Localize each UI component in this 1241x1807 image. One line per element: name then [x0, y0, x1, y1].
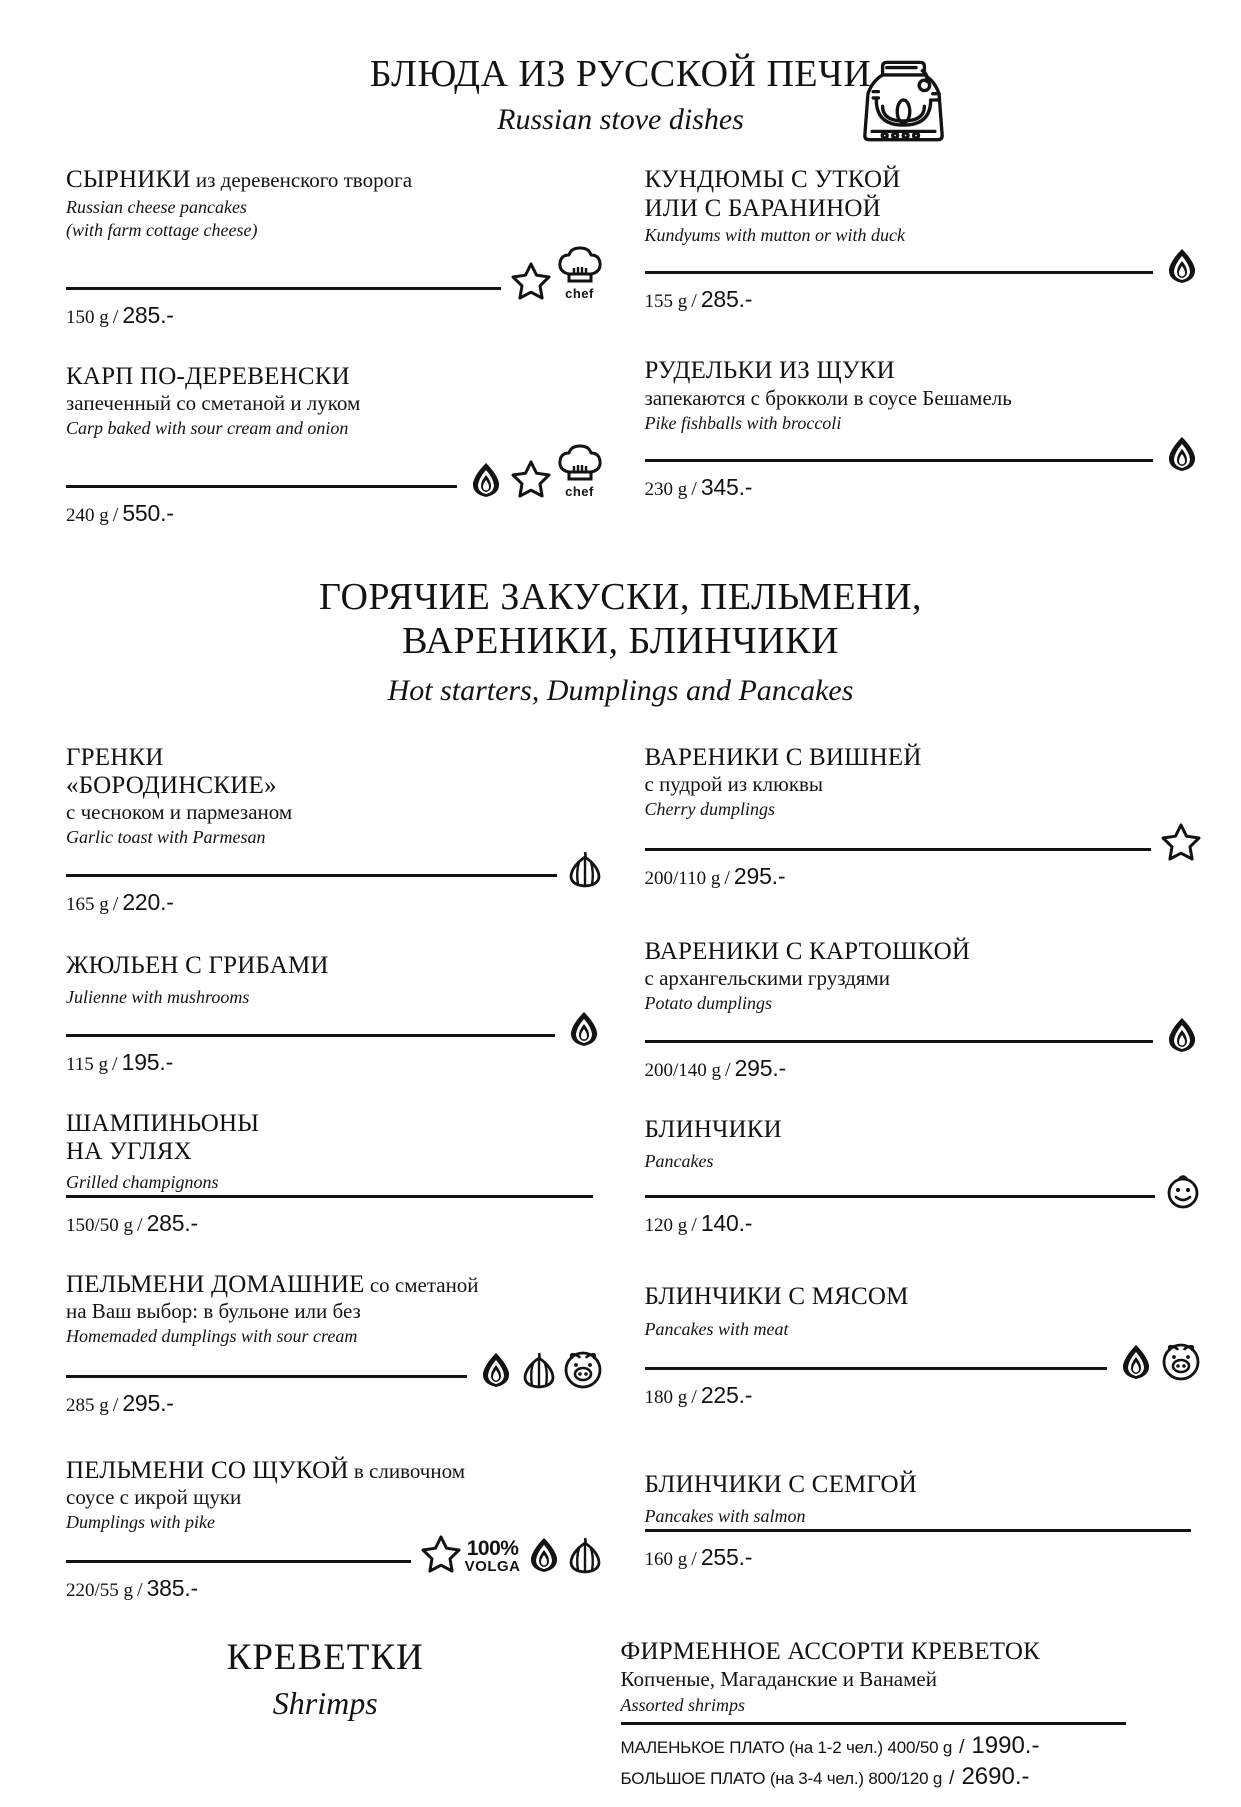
item-title-tail: в сливочном: [349, 1459, 465, 1483]
price-separator: /: [133, 1579, 147, 1601]
item-price: 220.-: [122, 889, 173, 915]
menu-item-vareniki-cherry[interactable]: [645, 744, 1202, 890]
star-icon: [1161, 822, 1201, 862]
platter-option-large[interactable]: [621, 1763, 1127, 1791]
section-1-right-column: [621, 166, 1241, 532]
platter-option-label: МАЛЕНЬКОЕ ПЛАТО (на 1-2 чел.) 400/50 g: [621, 1738, 953, 1758]
item-price-row: [645, 863, 1202, 890]
menu-item-kundyumy[interactable]: [645, 166, 1202, 313]
item-grams: 230 g: [645, 479, 688, 500]
volga-percent-label: 100%: [467, 1538, 519, 1559]
section-header-hot-starters: [0, 575, 1241, 710]
onion-icon: [1163, 435, 1201, 473]
item-subtitle-ru: с архангельскими груздями: [645, 966, 1202, 991]
item-price-row: [66, 889, 603, 916]
menu-item-pelmeni-domashnie[interactable]: [66, 1271, 603, 1417]
item-price: 255.-: [701, 1544, 752, 1570]
item-title-en: Garlic toast with Parmesan: [66, 826, 603, 849]
section-title-en: Russian stove dishes: [0, 101, 1241, 139]
menu-item-grenki[interactable]: [66, 744, 603, 916]
item-rule-row: [66, 243, 603, 297]
item-price: 550.-: [122, 500, 173, 526]
price-separator: /: [952, 1737, 971, 1759]
shrimps-title-ru: КРЕВЕТКИ: [90, 1638, 561, 1679]
onion-icon: [525, 1536, 563, 1574]
item-grams: 115 g: [66, 1054, 108, 1075]
item-rule-row: [66, 850, 603, 884]
item-subtitle-ru: соусе с икрой щуки: [66, 1485, 603, 1510]
volga-100-icon: [465, 1538, 521, 1574]
shrimps-title-en: Shrimps: [90, 1685, 561, 1722]
rule-line: [66, 287, 501, 290]
onion-icon: [467, 461, 505, 499]
item-price-row: [645, 474, 1202, 501]
item-rule-row: [66, 441, 603, 495]
rule-line: [66, 1034, 555, 1037]
item-rule-row: [645, 1016, 1202, 1050]
item-title-tail: со сметаной: [365, 1273, 479, 1297]
item-rule-row: [645, 1341, 1202, 1377]
item-grams: 285 g: [66, 1395, 109, 1416]
item-price-row: [66, 1210, 603, 1237]
item-grams: 120 g: [645, 1215, 688, 1236]
menu-item-syrniki[interactable]: [66, 166, 603, 328]
price-separator: /: [109, 1394, 123, 1416]
item-title: [66, 1271, 603, 1299]
item-grams: 240 g: [66, 505, 109, 526]
item-title-en: Pancakes with salmon: [645, 1505, 1202, 1528]
item-rule-row: [66, 1195, 603, 1205]
item-price-row: [66, 1049, 603, 1076]
chef-hat-icon: [557, 243, 603, 301]
onion-icon: [1163, 247, 1201, 285]
item-icons: [1153, 247, 1201, 285]
item-price-row: [66, 500, 603, 527]
item-icons: [467, 1349, 603, 1389]
item-title-en-2: (with farm cottage cheese): [66, 219, 603, 242]
menu-item-pancakes[interactable]: [645, 1116, 1202, 1238]
item-price: 195.-: [122, 1049, 173, 1075]
garlic-icon: [567, 850, 603, 888]
item-rule-row: [645, 822, 1202, 858]
shrimps-left-column: [0, 1638, 621, 1791]
item-price: 295.-: [734, 863, 785, 889]
chef-label: chef: [565, 484, 594, 499]
star-icon: [421, 1534, 461, 1574]
rule-line: [645, 1529, 1192, 1532]
rule-line: [645, 459, 1154, 462]
rule-line: [66, 1560, 411, 1563]
rule-line: [66, 1195, 593, 1198]
item-title: ВАРЕНИКИ С ВИШНЕЙ: [645, 744, 1202, 772]
platter-subtitle-ru: Копченые, Магаданские и Ванамей: [621, 1667, 1127, 1692]
menu-item-vareniki-potato[interactable]: [645, 938, 1202, 1082]
price-separator: /: [721, 1059, 735, 1081]
item-subtitle-ru: запеченный со сметаной и луком: [66, 391, 603, 416]
item-title-tail: из деревенского творога: [191, 168, 412, 192]
item-title-en: Dumplings with pike: [66, 1511, 603, 1534]
item-title-en: Pike fishballs with broccoli: [645, 412, 1202, 435]
item-price-row: [645, 1210, 1202, 1237]
item-title: [66, 1457, 603, 1485]
menu-item-champignons[interactable]: [66, 1110, 603, 1237]
item-rule-row: [645, 1529, 1202, 1539]
platter-option-small[interactable]: [621, 1732, 1127, 1760]
item-price-row: [66, 302, 603, 329]
item-rule-row: [645, 1173, 1202, 1205]
item-icons: [411, 1534, 603, 1574]
item-title-en: Russian cheese pancakes: [66, 196, 603, 219]
item-price: 295.-: [122, 1390, 173, 1416]
item-title: [66, 166, 603, 194]
menu-item-pancakes-meat[interactable]: [645, 1283, 1202, 1409]
item-title-main: ПЕЛЬМЕНИ ДОМАШНИЕ: [66, 1271, 365, 1298]
item-title-en: Potato dumplings: [645, 992, 1202, 1015]
item-price: 225.-: [701, 1382, 752, 1408]
garlic-icon: [567, 1536, 603, 1574]
platter-title-en: Assorted shrimps: [621, 1695, 1127, 1716]
price-separator: /: [687, 1548, 701, 1570]
platter-option-price: 1990.-: [971, 1732, 1039, 1760]
item-title: КУНДЮМЫ С УТКОЙ: [645, 166, 1202, 194]
item-grams: 150 g: [66, 307, 109, 328]
item-price: 285.-: [122, 302, 173, 328]
section-title-ru: БЛЮДА ИЗ РУССКОЙ ПЕЧИ: [0, 52, 1241, 97]
item-title-en: Kundyums with mutton or with duck: [645, 224, 1202, 247]
item-title-en: Homemaded dumplings with sour cream: [66, 1325, 603, 1348]
onion-icon: [565, 1010, 603, 1048]
onion-icon: [1117, 1343, 1155, 1381]
rule-line: [66, 485, 457, 488]
item-title-en: Carp baked with sour cream and onion: [66, 417, 603, 440]
item-price: 385.-: [147, 1575, 198, 1601]
item-price: 140.-: [701, 1210, 752, 1236]
menu-item-pancakes-salmon[interactable]: [645, 1471, 1202, 1571]
item-icons: [457, 441, 603, 499]
rule-line: [645, 1195, 1156, 1198]
item-rule-row: [66, 1534, 603, 1570]
chef-label: chef: [565, 286, 594, 301]
section-title-ru-line1: ГОРЯЧИЕ ЗАКУСКИ, ПЕЛЬМЕНИ,: [0, 575, 1241, 620]
item-price-row: [66, 1390, 603, 1417]
smiley-icon: [1165, 1173, 1201, 1209]
price-separator: /: [687, 1386, 701, 1408]
item-rule-row: [645, 435, 1202, 469]
item-title: ВАРЕНИКИ С КАРТОШКОЙ: [645, 938, 1202, 966]
item-price: 295.-: [735, 1055, 786, 1081]
item-title: БЛИНЧИКИ С СЕМГОЙ: [645, 1471, 1202, 1499]
rule-line: [645, 271, 1154, 274]
rule-line: [66, 1375, 467, 1378]
menu-item-julienne[interactable]: [66, 952, 603, 1076]
item-price: 345.-: [701, 474, 752, 500]
item-title: ШАМПИНЬОНЫ: [66, 1110, 603, 1138]
rule-line: [645, 848, 1152, 851]
section-2-columns: [0, 744, 1241, 1609]
item-price: 285.-: [701, 286, 752, 312]
item-rule-row: [66, 1010, 603, 1044]
rule-line: [66, 874, 557, 877]
item-subtitle-ru: запекаются с брокколи в соусе Бешамель: [645, 386, 1202, 411]
item-price-row: [645, 286, 1202, 313]
item-grams: 200/140 g: [645, 1060, 722, 1081]
rule-line: [645, 1367, 1108, 1370]
price-separator: /: [942, 1768, 961, 1790]
item-icons: [1153, 435, 1201, 473]
item-price-row: [645, 1055, 1202, 1082]
item-rule-row: [645, 247, 1202, 281]
platter-option-price: 2690.-: [961, 1763, 1029, 1791]
platter-rule-line: [621, 1722, 1127, 1725]
item-grams: 165 g: [66, 894, 109, 915]
price-separator: /: [109, 504, 123, 526]
rule-line: [645, 1040, 1154, 1043]
russian-stove-icon: [851, 54, 956, 146]
section-title-en: Hot starters, Dumplings and Pancakes: [0, 672, 1241, 710]
section-title-ru-line2: ВАРЕНИКИ, БЛИНЧИКИ: [0, 619, 1241, 664]
item-title: БЛИНЧИКИ С МЯСОМ: [645, 1283, 1202, 1311]
item-title-en: Grilled champignons: [66, 1171, 603, 1194]
item-price-row: [645, 1544, 1202, 1571]
shrimps-right-column: [621, 1638, 1241, 1791]
price-separator: /: [133, 1214, 147, 1236]
item-icons: [1153, 1016, 1201, 1054]
item-title-en: Julienne with mushrooms: [66, 986, 603, 1009]
price-separator: /: [108, 1053, 122, 1075]
onion-icon: [1163, 1016, 1201, 1054]
item-subtitle-ru: с чесноком и пармезаном: [66, 800, 603, 825]
item-title-line2: ИЛИ С БАРАНИНОЙ: [645, 195, 1202, 223]
menu-item-rudelki[interactable]: [645, 357, 1202, 501]
garlic-icon: [521, 1351, 557, 1389]
section-1-left-column: [0, 166, 621, 532]
item-title: КАРП ПО-ДЕРЕВЕНСКИ: [66, 363, 603, 391]
item-price-row: [645, 1382, 1202, 1409]
item-title-line2: «БОРОДИНСКИЕ»: [66, 772, 603, 800]
item-title-en: Pancakes with meat: [645, 1318, 1202, 1341]
item-price: 285.-: [147, 1210, 198, 1236]
item-icons: [1151, 822, 1201, 862]
volga-label: VOLGA: [465, 1559, 521, 1574]
item-title: РУДЕЛЬКИ ИЗ ЩУКИ: [645, 357, 1202, 385]
item-icons: [557, 850, 603, 888]
item-icons: [1155, 1173, 1201, 1209]
item-grams: 155 g: [645, 291, 688, 312]
section-header-russian-stove: [0, 52, 1241, 138]
menu-item-karp[interactable]: [66, 363, 603, 527]
item-icons: [555, 1010, 603, 1048]
item-title-main: ПЕЛЬМЕНИ СО ЩУКОЙ: [66, 1457, 349, 1484]
item-title-en: Cherry dumplings: [645, 798, 1202, 821]
star-icon: [511, 459, 551, 499]
item-grams: 160 g: [645, 1549, 688, 1570]
item-title: БЛИНЧИКИ: [645, 1116, 1202, 1144]
price-separator: /: [687, 290, 701, 312]
item-icons: [501, 243, 603, 301]
pig-icon: [563, 1349, 603, 1389]
item-title: ЖЮЛЬЕН С ГРИБАМИ: [66, 952, 603, 980]
item-title-en: Pancakes: [645, 1150, 1202, 1173]
item-grams: 200/110 g: [645, 868, 721, 889]
chef-hat-icon: [557, 441, 603, 499]
item-icons: [1107, 1341, 1201, 1381]
item-title-main: СЫРНИКИ: [66, 166, 191, 193]
item-subtitle-ru: на Ваш выбор: в бульоне или без: [66, 1299, 603, 1324]
section-2-left-column: [0, 744, 621, 1609]
menu-item-pelmeni-pike[interactable]: [66, 1457, 603, 1603]
item-rule-row: [66, 1349, 603, 1385]
price-separator: /: [687, 478, 701, 500]
item-grams: 150/50 g: [66, 1215, 133, 1236]
price-separator: /: [109, 893, 123, 915]
platter-title-ru: ФИРМЕННОЕ АССОРТИ КРЕВЕТОК: [621, 1638, 1127, 1667]
item-price-row: [66, 1575, 603, 1602]
item-title: ГРЕНКИ: [66, 744, 603, 772]
item-grams: 180 g: [645, 1387, 688, 1408]
item-grams: 220/55 g: [66, 1580, 133, 1601]
menu-page: [0, 52, 1241, 1807]
item-title-line2: НА УГЛЯХ: [66, 1138, 603, 1166]
onion-icon: [477, 1351, 515, 1389]
platter-option-label: БОЛЬШОЕ ПЛАТО (на 3-4 чел.) 800/120 g: [621, 1769, 943, 1789]
star-icon: [511, 261, 551, 301]
shrimps-section: [0, 1638, 1241, 1791]
price-separator: /: [687, 1214, 701, 1236]
section-2-right-column: [621, 744, 1241, 1609]
price-separator: /: [109, 306, 123, 328]
pig-icon: [1161, 1341, 1201, 1381]
item-subtitle-ru: с пудрой из клюквы: [645, 772, 1202, 797]
price-separator: /: [720, 867, 734, 889]
section-1-columns: [0, 166, 1241, 532]
